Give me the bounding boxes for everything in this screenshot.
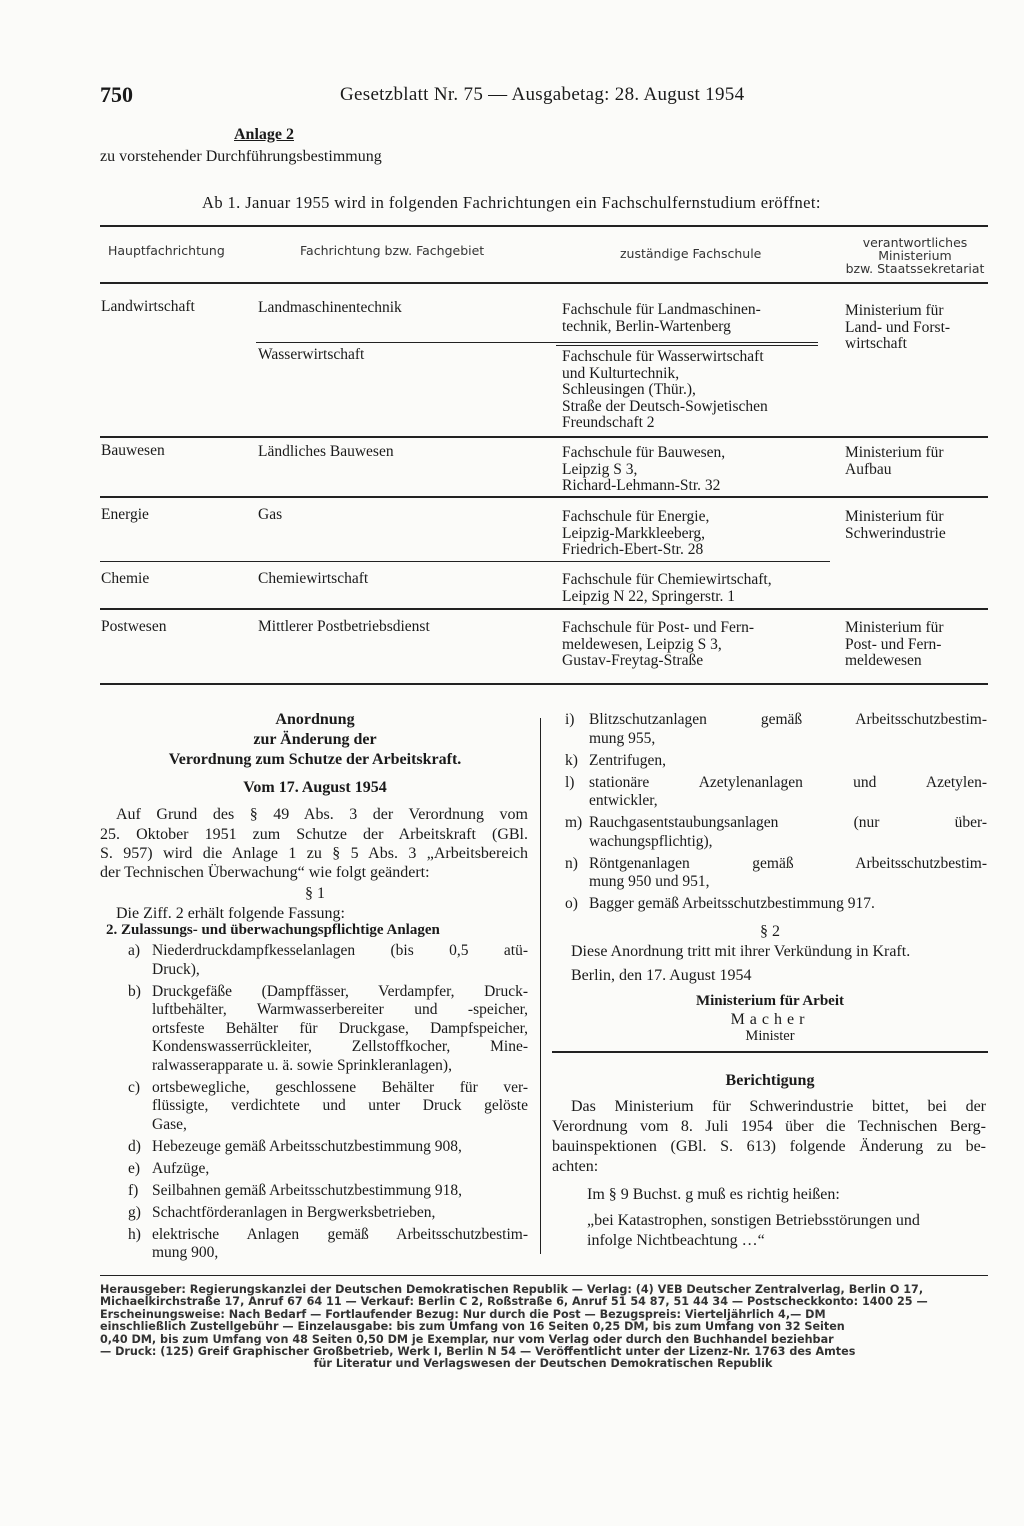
list-item — [128, 983, 528, 1076]
list-item-line: mung 900, — [152, 1244, 219, 1261]
list-item-label: h) — [128, 1225, 141, 1243]
list-item-label: d) — [128, 1137, 141, 1155]
berichtigung-para-line: bauinspektionen (GBl. S. 613) folgende Änderung zu be- — [552, 1138, 986, 1155]
list-item-line: Druckgefäße (Dampffässer, Verdampfer, Druck- — [152, 982, 528, 1000]
row-rule — [100, 496, 988, 498]
list-item-label: k) — [565, 751, 578, 769]
row-rule — [100, 436, 988, 438]
list-item-line: flüssigte, verdichtete und unter Druck gelöste — [152, 1097, 528, 1114]
imprint-line: Erscheinungsweise: Nach Bedarf — Fortlaufender Bezug: Nur durch die Post — Bezugspreis: Vierteljährlich 4,— DM — [100, 1307, 826, 1321]
imprint-line: Michaelkirchstraße 17, Anruf 67 64 11 — Verkauf: Berlin C 2, Roßstraße 6, Anruf 51 54 87, 51 44 34 — Postscheckkonto: 1400 25 — — [100, 1295, 928, 1309]
list-item — [128, 1204, 528, 1223]
list-item-label: o) — [565, 895, 578, 912]
section-2-text: Diese Anordnung tritt mit ihrer Verkündung in Kraft. — [571, 943, 911, 960]
table-cell-schule: Fachschule für Chemiewirtschaft, Leipzig N 22, Springerstr. 1 — [562, 571, 772, 605]
list-item — [565, 752, 987, 771]
list-item-line: Druck), — [152, 960, 200, 978]
list-item-line: Zentrifugen, — [589, 751, 667, 769]
anordnung-para-line: S. 957) wird die Anlage 1 zu § 5 Abs. 3 „Arbeitsbereich — [100, 845, 528, 862]
list-item — [565, 814, 987, 851]
list-item-line: Kondenswasserrückleiter, Zellstoffkocher, Mine- — [152, 1038, 528, 1055]
header-haupt: Hauptfachrichtung — [108, 243, 225, 258]
ziff-heading: 2. Zulassungs- und überwachungspflichtige Anlagen — [106, 922, 440, 938]
list-item — [128, 1138, 528, 1157]
berichtigung-para-line: Das Ministerium für Schwerindustrie bittet, bei der — [571, 1098, 986, 1115]
header-fach: Fachrichtung bzw. Fachgebiet — [300, 243, 485, 258]
imprint-line: 0,40 DM, bis zum Umfang von 48 Seiten 0,50 DM je Exemplar, nur vom Verlag oder durch den Buchhandel beziehbar — [100, 1332, 834, 1346]
page-number: 750 — [100, 82, 133, 107]
table-row: Energie — [101, 506, 149, 523]
list-left — [128, 942, 528, 1266]
ziff-intro: Die Ziff. 2 erhält folgende Fassung: — [116, 905, 345, 922]
footer-rule — [100, 1275, 988, 1276]
berichtigung-title: Berichtigung — [725, 1072, 815, 1089]
list-item-line: elektrische Anlagen gemäß Arbeitsschutzbestim- — [152, 1225, 528, 1243]
table-cell-fach: Ländliches Bauwesen — [258, 443, 394, 460]
place-date: Berlin, den 17. August 1954 — [571, 967, 752, 984]
list-item-line: Schachtförderanlagen in Bergwerksbetrieben, — [152, 1203, 436, 1221]
anordnung-title-2: zur Änderung der — [253, 731, 377, 748]
row-sub-rule — [100, 561, 830, 562]
table-row: Chemie — [101, 570, 150, 587]
list-item-label: a) — [128, 942, 141, 959]
list-item — [128, 1226, 528, 1263]
list-right — [565, 711, 987, 917]
list-item-label: i) — [565, 711, 575, 728]
header-ministerium: verantwortliches Ministerium bzw. Staatssekretariat — [845, 235, 985, 276]
imprint-footer — [100, 1284, 986, 1371]
list-item-line: stationäre Azetylenanlagen und Azetylen- — [589, 773, 987, 791]
list-item-line: Röntgenanlagen gemäß Arbeitsschutzbestim- — [589, 854, 987, 872]
list-item — [565, 895, 987, 914]
list-item-label: e) — [128, 1159, 141, 1177]
list-item-label: l) — [565, 773, 575, 791]
list-item-line: Niederdruckdampfkesselanlagen (bis 0,5 atü- — [152, 942, 528, 959]
list-item-label: m) — [565, 814, 583, 831]
berichtigung-para-line: achten: — [552, 1158, 599, 1175]
list-item — [565, 774, 987, 811]
signer-name: Macher — [730, 1011, 810, 1028]
table-cell-fach: Gas — [258, 506, 283, 523]
column-divider — [540, 718, 541, 1254]
table-bottom-rule — [100, 683, 988, 685]
list-item-label: n) — [565, 854, 578, 872]
anordnung-title-3: Verordnung zum Schutze der Arbeitskraft. — [168, 751, 462, 768]
signer-role: Minister — [745, 1028, 795, 1044]
section-2-label: § 2 — [760, 923, 780, 940]
list-item-line: Seilbahnen gemäß Arbeitsschutzbestimmung 918, — [152, 1181, 462, 1199]
anordnung-para-line: 25. Oktober 1951 zum Schutze der Arbeitskraft (GBl. — [100, 826, 528, 843]
list-item-line: mung 950 und 951, — [589, 873, 710, 890]
table-cell-fach: Wasserwirtschaft — [258, 346, 365, 363]
anlage-subtitle: zu vorstehender Durchführungsbestimmung — [100, 148, 382, 165]
table-row: Bauwesen — [101, 442, 165, 459]
imprint-line: Herausgeber: Regierungskanzlei der Deutschen Demokratischen Republik — Verlag: (4) VEB Deutscher Zentralverlag, Berlin O 17, — [100, 1283, 924, 1296]
table-cell-schule: Fachschule für Energie, Leipzig-Markkleeberg, Friedrich-Ebert-Str. 28 — [562, 508, 710, 558]
list-item — [565, 855, 987, 892]
list-item-line: luftbehälter, Warmwasserbereiter und -speicher, — [152, 1001, 528, 1018]
table-cell-ministerium: Ministerium für Post- und Fern- meldewesen — [845, 619, 944, 669]
list-item — [128, 942, 528, 979]
berichtigung-para-line: Verordnung vom 8. Juli 1954 über die Technischen Berg- — [552, 1118, 986, 1135]
table-cell-fach: Chemiewirtschaft — [258, 570, 369, 587]
table-top-rule — [100, 225, 988, 227]
list-item-line: entwickler, — [589, 792, 658, 809]
row-sub-rule — [256, 342, 818, 343]
table-cell-ministerium: Ministerium für Schwerindustrie — [845, 508, 946, 542]
section-1-label: § 1 — [305, 885, 325, 902]
list-item-label: b) — [128, 982, 141, 1000]
row-rule — [100, 608, 988, 610]
imprint-line: — Druck: (125) Greif Graphischer Großbetrieb, Werk I, Berlin N 54 — Veröffentlicht unter der Lizenz-Nr. 1763 des Amtes — [100, 1345, 856, 1359]
list-item — [128, 1079, 528, 1135]
list-item-line: mung 955, — [589, 729, 656, 747]
list-item-line: Rauchgasentstaubungsanlagen (nur über- — [589, 814, 987, 831]
ministry-name: Ministerium für Arbeit — [695, 993, 845, 1009]
anordnung-para-line: der Technischen Überwachung“ wie folgt geändert: — [100, 864, 430, 881]
list-item — [565, 711, 987, 748]
row-sub-rule — [556, 345, 818, 346]
list-item — [128, 1160, 528, 1179]
list-item-line: ortsbewegliche, geschlossene Behälter für ver- — [152, 1078, 528, 1096]
list-item-line: ortsfeste Behälter für Druckgase, Dampfspeicher, — [152, 1019, 528, 1037]
list-item-label: f) — [128, 1181, 139, 1199]
list-item-line: Gase, — [152, 1115, 187, 1133]
list-item-line: Aufzüge, — [152, 1159, 210, 1177]
anlage-intro: Ab 1. Januar 1955 wird in folgenden Fachrichtungen ein Fachschulfernstudium eröffnet: — [202, 193, 821, 212]
table-cell-schule: Fachschule für Landmaschinen- technik, Berlin-Wartenberg — [562, 301, 761, 335]
header-schule: zuständige Fachschule — [620, 246, 762, 261]
anordnung-title: Anordnung — [275, 711, 355, 728]
list-item-line: ralwasserapparate u. ä. sowie Sprinkleranlagen), — [152, 1056, 452, 1074]
running-head: Gesetzblatt Nr. 75 — Ausgabetag: 28. August 1954 — [340, 84, 745, 105]
table-row: Landwirtschaft — [101, 298, 195, 315]
table-cell-ministerium: Ministerium für Aufbau — [845, 444, 944, 478]
imprint-line: einschließlich Zustellgebühr — Einzelausgabe: bis zum Umfang von 16 Seiten 0,25 DM, bis zum Umfang von 32 Seiten — [100, 1320, 845, 1334]
berichtigung-quote: infolge Nichtbeachtung …“ — [587, 1232, 765, 1249]
list-item — [128, 1182, 528, 1201]
anordnung-date: Vom 17. August 1954 — [243, 779, 387, 796]
table-cell-schule: Fachschule für Post- und Fern- meldewesen, Leipzig S 3, Gustav-Freytag-Straße — [562, 619, 754, 669]
list-item-line: Bagger gemäß Arbeitsschutzbestimmung 917. — [589, 895, 875, 912]
table-cell-ministerium: Ministerium für Land- und Forst- wirtschaft — [845, 302, 951, 352]
table-cell-fach: Mittlerer Postbetriebsdienst — [258, 618, 430, 635]
table-cell-schule: Fachschule für Wasserwirtschaft und Kulturtechnik, Schleusingen (Thür.), Straße der Deutsch-Sowjetischen Freundschaft 2 — [562, 348, 768, 431]
list-item-label: g) — [128, 1203, 141, 1221]
table-cell-fach: Landmaschinentechnik — [258, 299, 402, 316]
table-cell-schule: Fachschule für Bauwesen, Leipzig S 3, Richard-Lehmann-Str. 32 — [562, 444, 726, 494]
table-header-rule — [100, 282, 988, 284]
list-item-line: wachungspflichtig), — [589, 832, 713, 850]
berichtigung-quote: „bei Katastrophen, sonstigen Betriebsstörungen und — [587, 1212, 920, 1229]
table-row: Postwesen — [101, 618, 167, 635]
list-item-line: Blitzschutzanlagen gemäß Arbeitsschutzbestim- — [589, 711, 987, 728]
list-item-line: Hebezeuge gemäß Arbeitsschutzbestimmung 908, — [152, 1137, 462, 1155]
list-item-label: c) — [128, 1078, 141, 1096]
imprint-line: für Literatur und Verlagswesen der Deutschen Demokratischen Republik — [313, 1357, 773, 1371]
anordnung-para-line: Auf Grund des § 49 Abs. 3 der Verordnung vom — [116, 806, 528, 823]
anlage-title: Anlage 2 — [234, 126, 294, 143]
berichtigung-rule — [552, 1051, 988, 1053]
berichtigung-line: Im § 9 Buchst. g muß es richtig heißen: — [587, 1186, 840, 1203]
